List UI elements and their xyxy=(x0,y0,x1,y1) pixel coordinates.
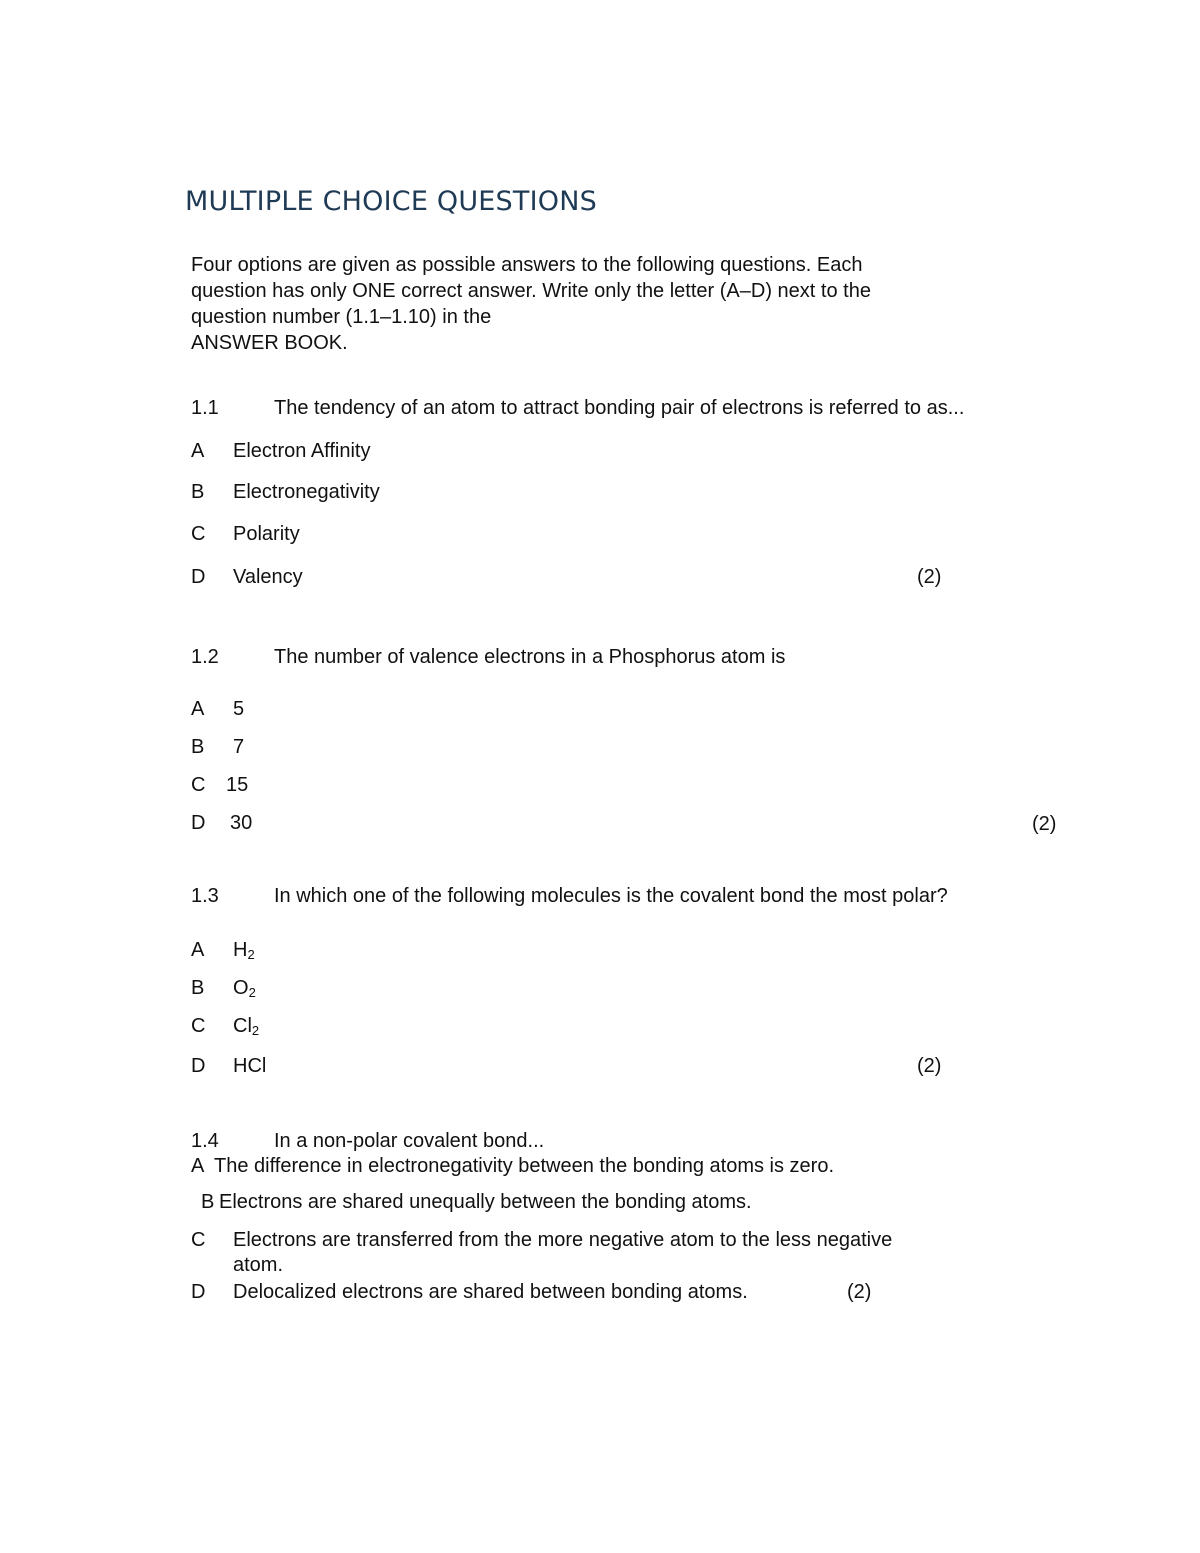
marks-label: (2) xyxy=(917,566,942,588)
option-letter: D xyxy=(191,1055,206,1077)
option-text: The difference in electronegativity between the bonding atoms is zero. xyxy=(214,1155,834,1177)
question-number: 1.4 xyxy=(191,1130,219,1152)
question-text: In a non-polar covalent bond... xyxy=(274,1130,545,1152)
marks-label: (2) xyxy=(847,1281,872,1303)
option-text: 7 xyxy=(233,736,245,758)
option-text-line: Electrons are transferred from the more negative atom to the less negative xyxy=(233,1229,893,1251)
option-formula xyxy=(233,977,256,1000)
marks-label: (2) xyxy=(1032,813,1057,835)
option-text: Valency xyxy=(233,566,303,588)
question-number: 1.2 xyxy=(191,646,219,668)
formula-base: O xyxy=(233,977,249,999)
option-letter: B xyxy=(201,1191,215,1213)
option-letter: A xyxy=(191,939,205,961)
question-text: The number of valence electrons in a Phosphorus atom is xyxy=(274,646,786,668)
option-formula xyxy=(233,1015,259,1038)
instructions-line: question number (1.1–1.10) in the xyxy=(191,306,492,328)
option-text: Electron Affinity xyxy=(233,440,371,462)
option-text: 15 xyxy=(226,774,249,796)
option-letter: C xyxy=(191,774,206,796)
instructions xyxy=(191,252,951,356)
option-letter: A xyxy=(191,1155,205,1177)
option-letter: C xyxy=(191,523,206,545)
option-text: Electrons are shared unequally between the bonding atoms. xyxy=(219,1191,752,1213)
question-text: In which one of the following molecules is the covalent bond the most polar? xyxy=(274,885,948,907)
option-text: 30 xyxy=(230,812,253,834)
option-letter: B xyxy=(191,481,205,503)
formula-base: H xyxy=(233,939,248,961)
formula-base: Cl xyxy=(233,1015,252,1037)
option-letter: B xyxy=(191,736,205,758)
question-text: The tendency of an atom to attract bonding pair of electrons is referred to as... xyxy=(274,397,965,419)
formula-subscript: 2 xyxy=(248,985,256,1000)
instructions-line: Four options are given as possible answers to the following questions. Each xyxy=(191,254,863,276)
option-text: Polarity xyxy=(233,523,300,545)
formula-base: HCl xyxy=(233,1055,267,1077)
question-number: 1.3 xyxy=(191,885,219,907)
option-letter: D xyxy=(191,566,206,588)
page-title: MULTIPLE CHOICE QUESTIONS xyxy=(185,186,597,217)
option-letter: C xyxy=(191,1015,206,1037)
option-letter: A xyxy=(191,698,205,720)
instructions-line: ANSWER BOOK. xyxy=(191,332,348,354)
instructions-line: question has only ONE correct answer. Write only the letter (A–D) next to the xyxy=(191,280,871,302)
option-text-line: atom. xyxy=(233,1254,284,1276)
formula-subscript: 2 xyxy=(247,947,255,962)
formula-subscript: 2 xyxy=(251,1023,260,1038)
option-text: Delocalized electrons are shared between bonding atoms. xyxy=(233,1281,748,1303)
option-letter: A xyxy=(191,440,205,462)
option-letter: C xyxy=(191,1229,206,1251)
question-number: 1.1 xyxy=(191,397,219,419)
option-letter: D xyxy=(191,812,206,834)
marks-label: (2) xyxy=(917,1055,942,1077)
option-formula xyxy=(233,1055,266,1078)
option-text: 5 xyxy=(233,698,245,720)
option-letter: B xyxy=(191,977,205,999)
option-letter: D xyxy=(191,1281,206,1303)
option-text: Electronegativity xyxy=(233,481,380,503)
option-formula xyxy=(233,939,255,962)
